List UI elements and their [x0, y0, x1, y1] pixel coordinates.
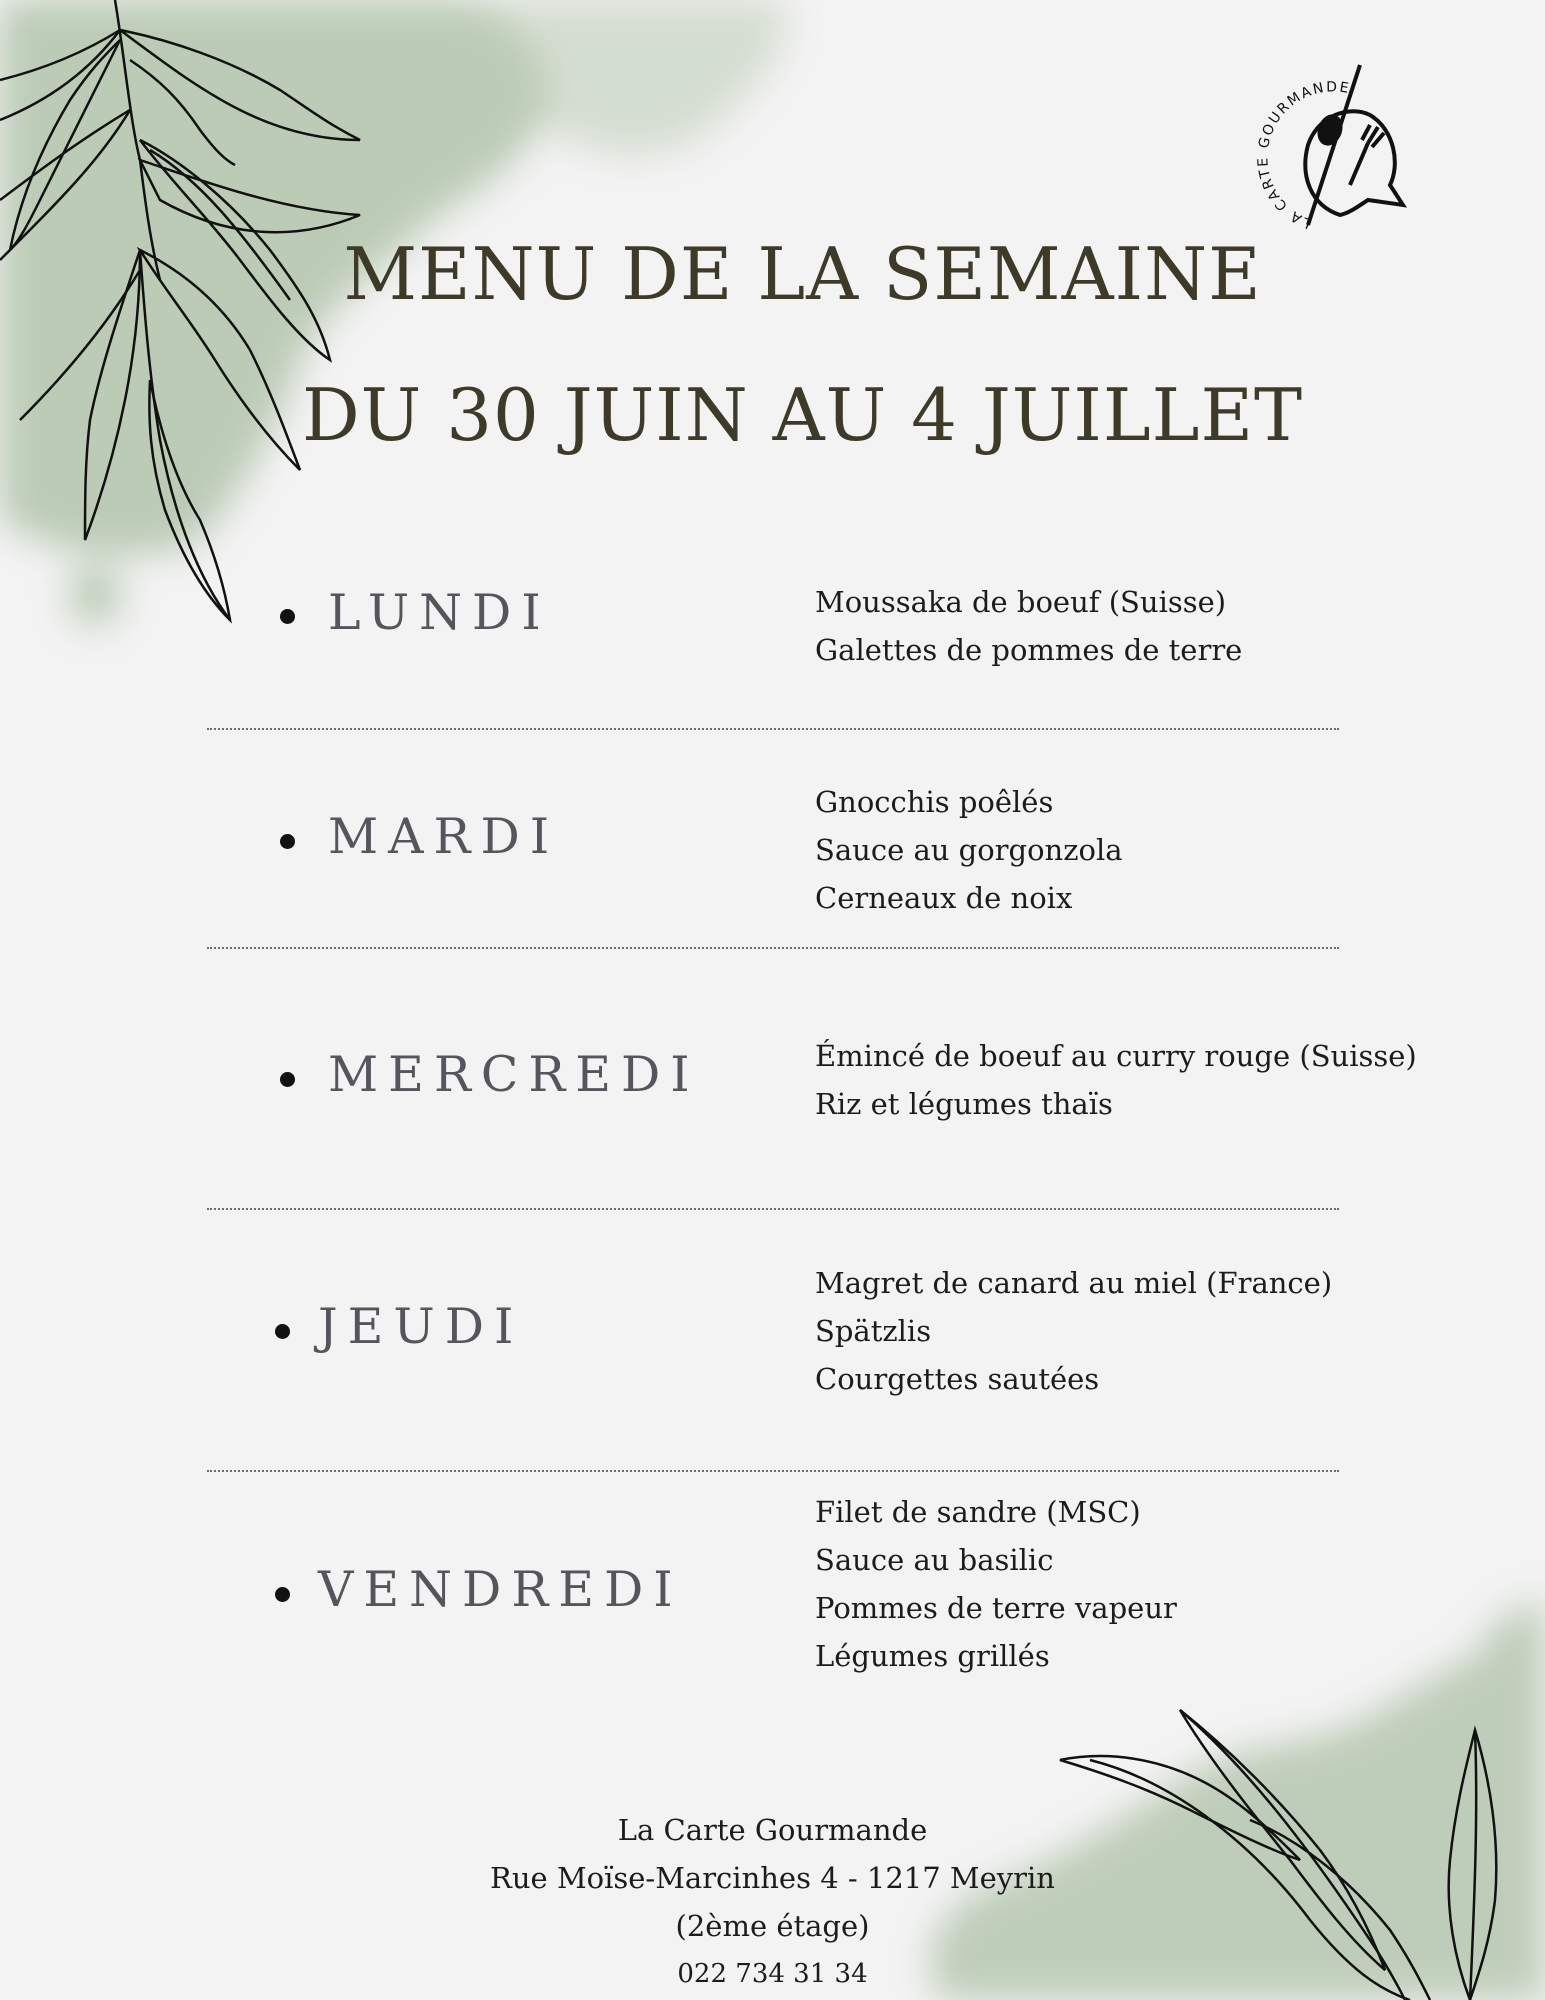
dish-item: Gnocchis poêlés: [815, 785, 1054, 819]
bullet-icon: [280, 834, 295, 849]
footer-contact: [0, 1806, 1545, 1998]
dish-list: [815, 778, 1123, 922]
dish-item: Cerneaux de noix: [815, 881, 1073, 915]
dish-item: Pommes de terre vapeur: [815, 1591, 1177, 1625]
dish-item: Moussaka de boeuf (Suisse): [815, 585, 1227, 619]
bullet-icon: [275, 1587, 290, 1602]
day-name: MERCREDI: [328, 1046, 700, 1103]
dish-list: [815, 1488, 1177, 1680]
page-subtitle-date-range: DU 30 JUIN AU 4 JUILLET: [301, 373, 1304, 457]
dish-item: Courgettes sautées: [815, 1362, 1100, 1396]
dish-list: [815, 1032, 1417, 1128]
day-name: JEUDI: [318, 1298, 524, 1355]
dish-item: Filet de sandre (MSC): [815, 1495, 1141, 1529]
day-name: VENDREDI: [318, 1561, 683, 1618]
page-title: MENU DE LA SEMAINE: [343, 232, 1262, 316]
dotted-divider: [207, 947, 1339, 949]
dish-item: Riz et légumes thaïs: [815, 1087, 1113, 1121]
dish-item: Spätzlis: [815, 1314, 932, 1348]
restaurant-name: La Carte Gourmande: [617, 1813, 928, 1847]
dish-list: [815, 1259, 1332, 1403]
la-carte-gourmande-logo: [1250, 55, 1410, 235]
dish-list: [815, 578, 1242, 674]
dish-item: Magret de canard au miel (France): [815, 1266, 1333, 1300]
dotted-divider: [207, 1470, 1339, 1472]
bullet-icon: [280, 609, 295, 624]
day-name: LUNDI: [328, 584, 551, 641]
dotted-divider: [207, 1208, 1339, 1210]
dish-item: Émincé de boeuf au curry rouge (Suisse): [815, 1039, 1417, 1073]
bullet-icon: [275, 1324, 290, 1339]
leaves-top-left-illustration: [0, 0, 380, 640]
restaurant-address: Rue Moïse-Marcinhes 4 - 1217 Meyrin: [490, 1861, 1055, 1895]
bullet-icon: [280, 1072, 295, 1087]
day-name: MARDI: [328, 808, 560, 865]
dish-item: Sauce au gorgonzola: [815, 833, 1123, 867]
svg-text:LA CARTE GOURMANDE: LA CARTE GOURMANDE: [1255, 79, 1352, 232]
dish-item: Sauce au basilic: [815, 1543, 1054, 1577]
dish-item: Légumes grillés: [815, 1639, 1050, 1673]
dotted-divider: [207, 728, 1339, 730]
dish-item: Galettes de pommes de terre: [815, 633, 1243, 667]
restaurant-floor: (2ème étage): [675, 1909, 870, 1943]
restaurant-phone: 022 734 31 34: [677, 1959, 868, 1989]
